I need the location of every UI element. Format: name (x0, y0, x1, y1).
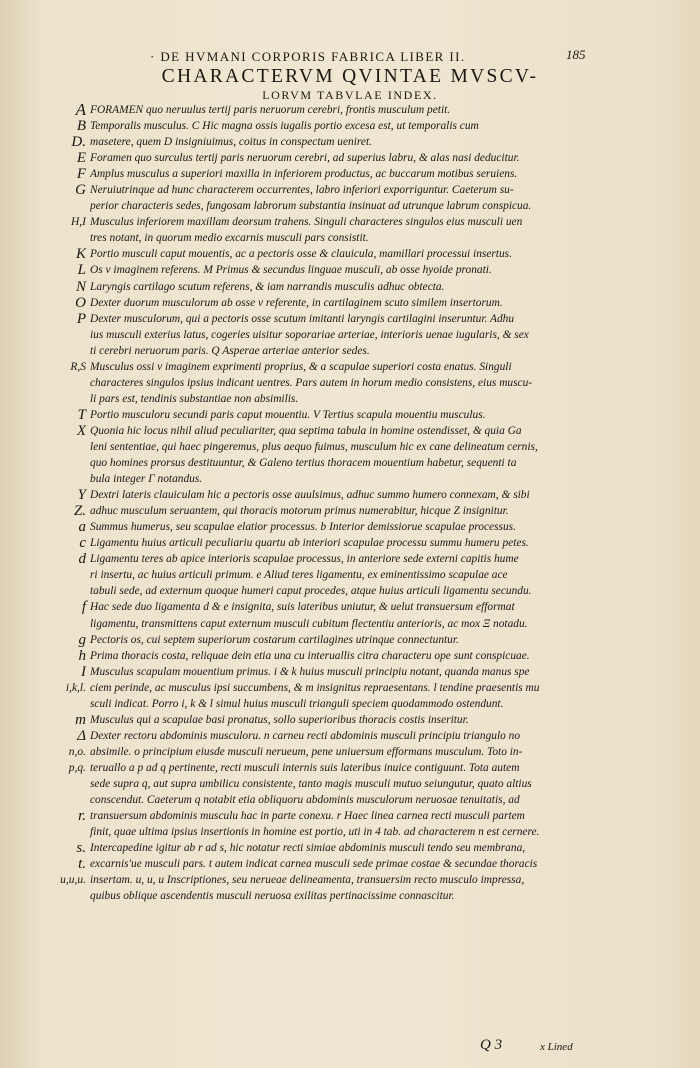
index-entry-text: ius musculi exterius latus, cogeries uisitur soporariae arteriae, interioris uenae iugularis, & sex (90, 328, 529, 341)
index-line (0, 680, 700, 696)
index-letter-marker: n,o. (68, 745, 86, 758)
index-letter-marker: N (75, 278, 86, 295)
index-letter-marker: Δ (77, 727, 86, 744)
index-entry-text: Amplus musculus a superiori maxilla in inferiorem productus, ac buccarum motibus seruiens. (90, 168, 518, 181)
index-letter-marker: c (79, 535, 86, 552)
index-entry-text: ri insertu, ac huius articuli primum. e Aliud teres ligamentu, ex eminentissimo scapulae ace (90, 569, 508, 582)
index-entry-text: leni sententiae, qui haec pingeremus, plus aequo fuimus, musculum hic ex cane delineatum cernis, (90, 440, 538, 453)
index-line (0, 840, 700, 856)
page-number: 185 (566, 47, 586, 62)
index-entry-text: finit, quae ultima ipsius insertionis in homine est portio, uti in 4 tab. ad characterem n est cernere. (90, 826, 540, 839)
index-line (0, 551, 700, 567)
index-line (0, 198, 700, 214)
index-entry-text: Pectoris os, cui septem superiorum costarum cartilagines utrinque connectuntur. (90, 633, 459, 646)
index-letter-marker: T (77, 406, 86, 423)
index-heading-line2: LORVM TABVLAE INDEX. (262, 88, 438, 102)
index-entry-text: quo homines prorsus destituuntur, & Galeno tertius thoracem mouentium habetur, sequenti ta (90, 457, 517, 470)
index-entry-text: teruallo a p ad q pertinente, recti musculi internis suis lateribus inuice contiguunt. Tota autem (90, 761, 520, 774)
index-letter-marker: R,S (70, 360, 86, 373)
index-entry-text: excarnis'ue musculi pars. t autem indicat carnea musculi sede primae costae & secundae thoracis (90, 858, 538, 871)
index-entry-text: Prima thoracis costa, reliquae dein etia una cu interuallis citra characteru ope sunt conspicuae. (90, 649, 530, 662)
index-entry-text: Dextri lateris clauiculam hic a pectoris osse auulsimus, adhuc summo humero connexam, & sibi (90, 489, 530, 502)
index-letter-marker: t. (78, 856, 86, 873)
index-entry-text: li pars est, tendinis substantiae non absimilis. (90, 392, 299, 405)
index-line (0, 295, 700, 311)
index-letter-marker: O (75, 294, 86, 311)
index-line (0, 632, 700, 648)
index-line (0, 776, 700, 792)
index-entry-text: Musculus ossi v imaginem exprimenti proprius, & a scapulae superiori costa enatus. Singuli (90, 360, 512, 373)
index-letter-marker: X (76, 422, 86, 439)
index-heading-line1: CHARACTERVM QVINTAE MVSCV- (161, 66, 539, 87)
index-entry-text: Summus humerus, seu scapulae elatior processus. b Interior demissiorue scapulae processus. (90, 521, 516, 534)
index-line (0, 455, 700, 471)
index-line (0, 712, 700, 728)
index-line (0, 856, 700, 872)
index-line (0, 696, 700, 712)
index-entry-text: tres notant, in quorum medio excarnis musculi pars consistit. (90, 232, 369, 245)
index-letter-marker: r. (78, 808, 86, 825)
index-letter-marker: B (76, 118, 86, 135)
index-letter-marker: s. (76, 840, 86, 857)
index-letter-marker: p,q. (68, 761, 86, 774)
index-letter-marker: D. (71, 134, 86, 151)
index-line (0, 728, 700, 744)
index-entry-text: Quonia hic locus nihil aliud peculiariter, qua septima tabula in homine ostendisset, & quia Ga (90, 424, 522, 437)
index-entry-text: adhuc musculum seruantem, qui thoracis motorum primus numerabitur, hicque Z insignitur. (90, 505, 509, 518)
running-title: · DE HVMANI CORPORIS FABRICA LIBER II. (150, 49, 466, 64)
index-line (0, 327, 700, 343)
index-line (0, 182, 700, 198)
index-line (0, 648, 700, 664)
index-entry-text: FORAMEN quo neruulus tertij paris neruorum cerebri, frontis musculum petit. (90, 104, 451, 116)
index-letter-marker: m (75, 711, 86, 728)
index-line (0, 808, 700, 824)
index-letter-marker: E (76, 150, 86, 167)
index-entry-text: absimile. o principium eiusde musculi nerueum, pene uniuersum efformans musculum. Toto in- (90, 745, 523, 758)
index-line (0, 872, 700, 888)
index-entry-text: Neruiutrinque ad hunc characterem occurrentes, labro inferiori exporriguntur. Caeterum su- (90, 184, 514, 197)
index-entry-text: ti cerebri neruorum paris. Q Asperae arteriae anterior sedes. (90, 344, 370, 357)
catchword: x Lined (540, 1041, 573, 1053)
index-letter-marker: L (77, 262, 86, 279)
index-entry-text: Foramen quo surculus tertij paris neruorum cerebri, ad superius labru, & alas nasi deducitur. (90, 152, 520, 165)
index-entry-text: Intercapedine igitur ab r ad s, hic notatur recti simiae abdominis musculi tendo seu membrana, (90, 842, 526, 855)
index-line (0, 150, 700, 166)
index-line (0, 359, 700, 375)
index-line (0, 535, 700, 551)
index-entry-text: Portio musculi caput mouentis, ac a pectoris osse & clauicula, mamillari processui insertus. (90, 248, 512, 261)
index-entry-text: quibus oblique ascendentis musculi neruosa exilitas pertinacissime connascitur. (90, 890, 455, 903)
page-footer (0, 1037, 700, 1061)
index-line (0, 519, 700, 535)
index-entry-text: Ligamentu teres ab apice interioris scapulae processus, in anteriore sede externi capitis hume (90, 553, 519, 566)
index-letter-marker: P (76, 310, 86, 327)
index-line (0, 744, 700, 760)
signature-mark: Q 3 (480, 1037, 503, 1053)
index-letter-marker: Y (77, 487, 86, 504)
index-line (0, 792, 700, 808)
index-entry-text: transuersum abdominis musculu hac in parte conexu. r Haec linea carnea recti musculi partem (90, 810, 525, 823)
index-line (0, 760, 700, 776)
index-line (0, 439, 700, 455)
index-entry-text: Dexter musculorum, qui a pectoris osse scutum imitanti laryngis cartilagini inseruntur. Adhu (90, 312, 515, 325)
index-letter-marker: F (76, 166, 86, 183)
index-line (0, 246, 700, 262)
index-letter-marker: u,u,u. (60, 874, 86, 887)
index-line (0, 279, 700, 295)
index-entry-text: sede supra q, aut supra umbilicu consistente, tanto magis musculi mutuo seiungutur, quato altius (90, 777, 532, 790)
index-entry-text: Dexter duorum musculorum ab osse v referente, in cartilaginem scuto similem insertorum. (90, 296, 503, 309)
index-line (0, 391, 700, 407)
index-letter-marker: f (81, 599, 86, 616)
index-entry-text: masetere, quem D insigniuimus, coitus in conspectum ueniret. (90, 136, 372, 149)
index-entry-text: ciem perinde, ac musculus ipsi succumbens, & m insignitus repraesentans. l tendine praesentis mu (90, 681, 540, 694)
index-line (0, 664, 700, 680)
index-entry-text: Hac sede duo ligamenta d & e insignita, suis lateribus uniutur, & uelut transuersum efformat (90, 601, 515, 614)
index-entry-text: Temporalis musculus. C Hic magna ossis iugalis portio excesa est, ut temporalis cum (90, 120, 479, 133)
index-line (0, 583, 700, 599)
index-body (0, 102, 700, 904)
index-entry-text: Musculus inferiorem maxillam deorsum trahens. Singuli characteres singulos eius musculi uen (90, 216, 523, 229)
index-line (0, 166, 700, 182)
index-letter-marker: d (78, 551, 86, 568)
index-line (0, 567, 700, 583)
index-entry-text: conscendut. Caeterum q notabit etia obliquoru abdominis musculorum neruosae tenuitatis, ad (90, 794, 520, 807)
index-line (0, 102, 700, 118)
index-line (0, 824, 700, 840)
index-line (0, 471, 700, 487)
index-letter-marker: G (75, 182, 86, 199)
index-line (0, 599, 700, 615)
index-line (0, 134, 700, 150)
index-entry-text: bula integer Γ notandus. (90, 473, 203, 486)
index-letter-marker: g (78, 631, 86, 648)
index-line (0, 214, 700, 230)
index-line (0, 262, 700, 278)
index-letter-marker: H,I (70, 216, 86, 229)
index-line (0, 375, 700, 391)
index-letter-marker: i,k,l. (65, 681, 86, 694)
running-head (0, 49, 700, 67)
index-entry-text: sculi indicat. Porro i, k & l simul huius musculi trianguli speciem quodammodo ostendunt. (90, 697, 504, 710)
index-line (0, 487, 700, 503)
index-entry-text: insertam. u, u, u Inscriptiones, seu nerueae delineamenta, transuersim recto musculo impressa, (90, 874, 525, 887)
index-letter-marker: a (78, 519, 86, 536)
index-entry-text: Portio musculoru secundi paris caput mouentiu. V Tertius scapula mouentiu musculus. (90, 408, 486, 421)
index-entry-text: ligamentu, transmittens caput externum musculi cubitum flectentiu anterioris, ac mox Ξ notadu. (90, 617, 528, 630)
index-line (0, 616, 700, 632)
index-letter-marker: K (75, 246, 86, 263)
index-line (0, 503, 700, 519)
index-letter-marker: I (81, 663, 86, 680)
index-entry-text: Laryngis cartilago scutum referens, & iam narrandis musculis adhuc obtecta. (90, 280, 445, 293)
index-letter-marker: h (78, 647, 86, 664)
index-entry-text: Ligamentu huius articuli peculiariu quartu ab interiori scapulae processu summu humeru petes. (90, 537, 529, 550)
index-line (0, 343, 700, 359)
index-line (0, 230, 700, 246)
index-entry-text: Musculus qui a scapulae basi pronatus, sollo superioribus thoracis costis inseritur. (90, 713, 469, 726)
index-line (0, 118, 700, 134)
index-entry-text: perior characteris sedes, fungosam labrorum substantia insinuat ad utrunque labrum conspicua. (90, 200, 532, 213)
index-entry-text: Dexter rectoru abdominis musculoru. n carneu recti abdominis musculi principiu triangulo no (90, 729, 521, 742)
index-line (0, 423, 700, 439)
index-entry-text: Os v imaginem referens. M Primus & secundus linguae musculi, ab osse hyoide pronati. (90, 264, 492, 277)
index-line (0, 407, 700, 423)
index-entry-text: characteres singulos ipsius indicant uentres. Pars autem in horum medio consistens, eius muscu- (90, 376, 533, 389)
index-entry-text: Musculus scapulam mouentium primus. i & k huius musculi principiu notant, quanda manus spe (90, 665, 530, 678)
index-letter-marker: A (75, 100, 86, 119)
index-line (0, 888, 700, 904)
index-line (0, 311, 700, 327)
index-letter-marker: Z. (73, 503, 86, 520)
index-entry-text: tabuli sede, ad externum quoque humeri caput procedes, atque huius articuli ligamentu secundu. (90, 585, 532, 598)
